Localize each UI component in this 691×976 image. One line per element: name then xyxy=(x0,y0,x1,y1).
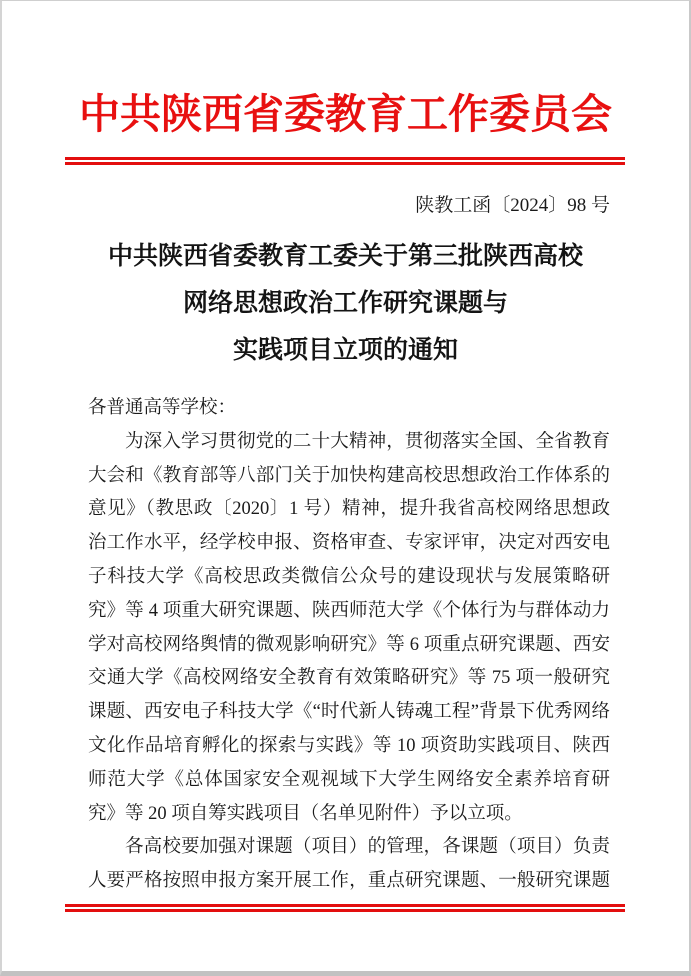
letterhead-org-name: 中共陕西省委教育工作委员会 xyxy=(79,91,612,137)
document-body xyxy=(88,392,610,899)
paragraph-1-line: 治工作水平，经学校申报、资格审查、专家评审，决定对西安电 xyxy=(88,533,610,554)
salutation: 各普通高等学校： xyxy=(88,398,237,418)
paragraph-1-line: 子科技大学《高校思政类微信公众号的建设现状与发展策略研 xyxy=(88,566,610,587)
paragraph-1-line: 学对高校网络舆情的微观影响研究》等 6 项重点研究课题、西安 xyxy=(88,634,610,655)
footer-divider-line xyxy=(65,904,625,912)
letterhead-divider-line xyxy=(65,157,625,165)
paragraph-1-line: 课题、西安电子科技大学《“时代新人铸魂工程”背景下优秀网络 xyxy=(88,702,610,723)
document-title xyxy=(2,233,689,374)
paragraph-1-line: 师范大学《总体国家安全观视域下大学生网络安全素养培育研 xyxy=(88,769,610,790)
paragraph-1-line: 意见》（教思政〔2020〕1 号）精神，提升我省高校网络思想政 xyxy=(88,499,610,520)
paragraph-1-line: 文化作品培育孵化的探索与实践》等 10 项资助实践项目、陕西 xyxy=(88,735,610,756)
paragraph-1-line: 究》等 20 项自筹实践项目（名单见附件）予以立项。 xyxy=(88,803,523,824)
paragraph-1-line: 交通大学《高校网络安全教育有效策略研究》等 75 项一般研究 xyxy=(88,668,610,689)
document-title-line-1: 中共陕西省委教育工委关于第三批陕西高校 xyxy=(107,243,583,270)
document-reference-number: 陕教工函〔2024〕98 号 xyxy=(415,195,610,216)
paragraph-2-line: 各高校要加强对课题（项目）的管理，各课题（项目）负责 xyxy=(125,837,610,858)
paragraph-2-line: 人要严格按照申报方案开展工作，重点研究课题、一般研究课题 xyxy=(88,871,610,892)
paragraph-1-line: 大会和《教育部等八部门关于加快构建高校思想政治工作体系的 xyxy=(88,465,610,486)
paragraph-1-line: 为深入学习贯彻党的二十大精神，贯彻落实全国、全省教育 xyxy=(125,431,610,452)
paragraph-1-line: 究》等 4 项重大研究课题、陕西师范大学《个体行为与群体动力 xyxy=(88,600,610,621)
document-title-line-3: 实践项目立项的通知 xyxy=(232,337,458,364)
document-title-line-2: 网络思想政治工作研究课题与 xyxy=(182,290,508,317)
